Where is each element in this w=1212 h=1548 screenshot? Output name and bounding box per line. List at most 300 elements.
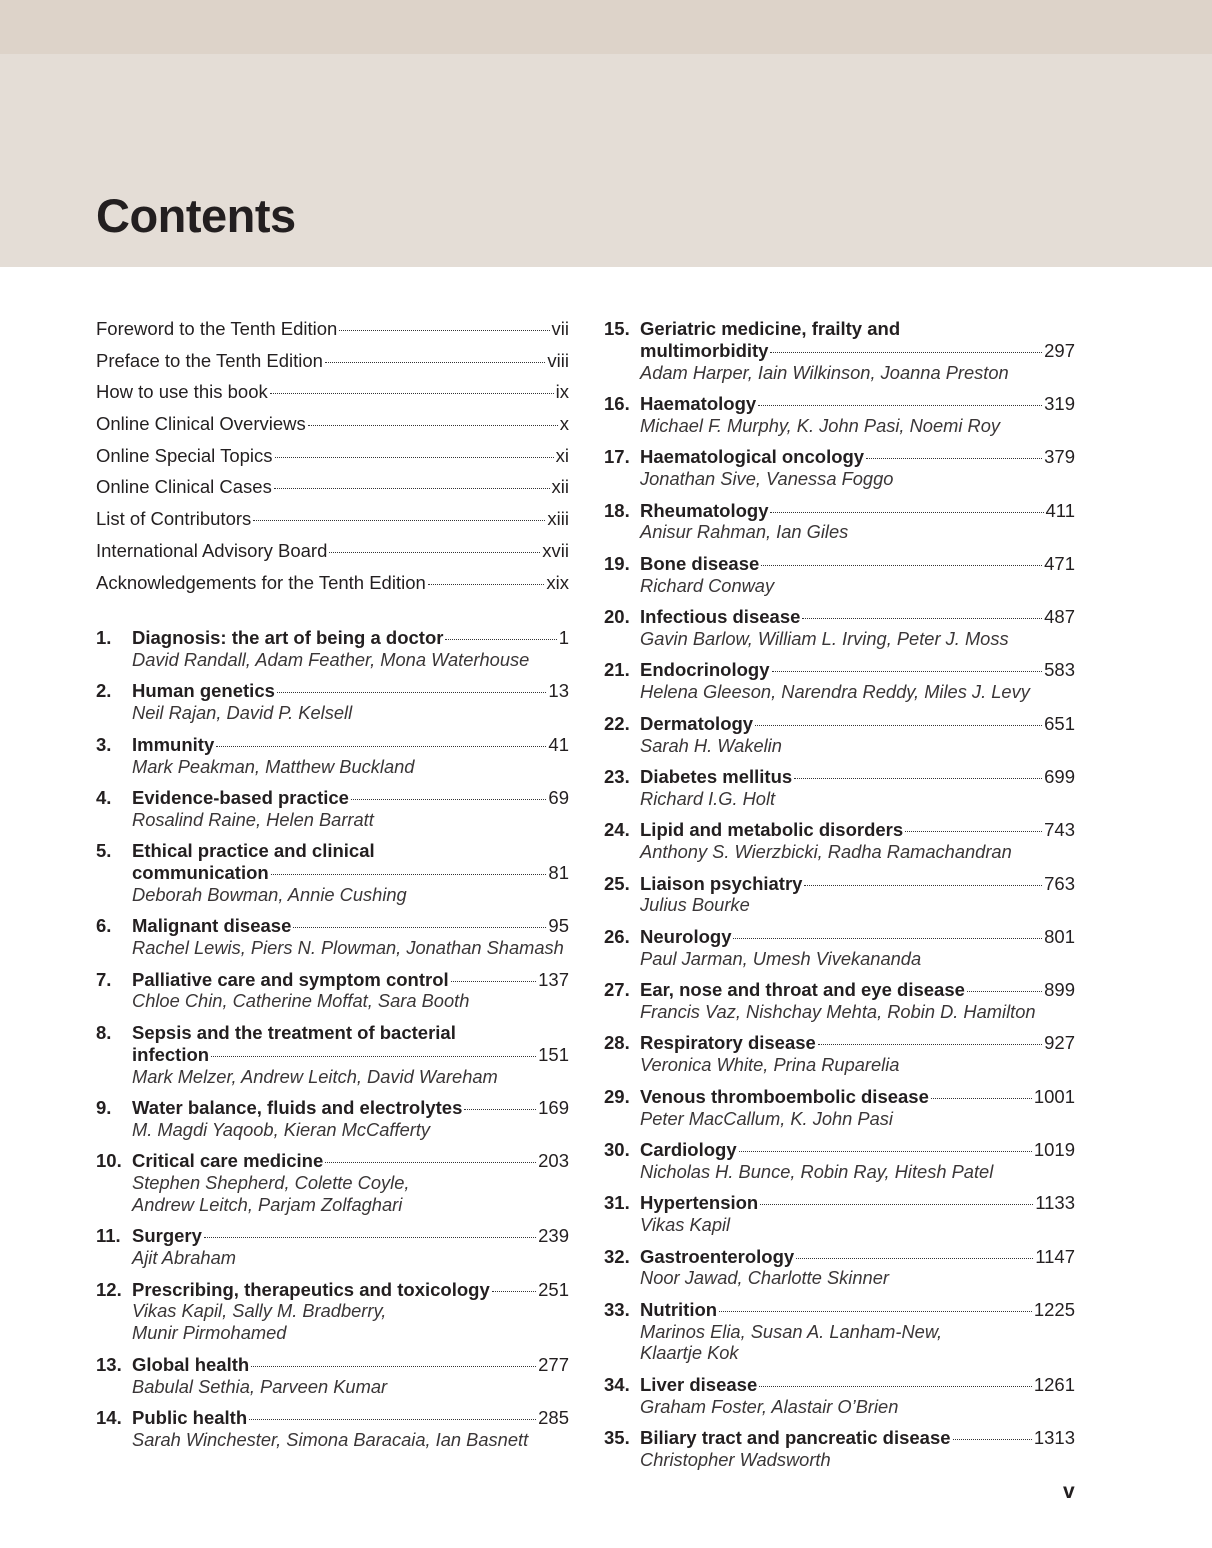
chapter-authors bbox=[640, 1108, 1075, 1130]
chapter-title-row bbox=[640, 659, 1075, 681]
chapter-number: 17. bbox=[604, 446, 630, 468]
chapter-entry[interactable] bbox=[96, 1407, 569, 1451]
chapter-entry[interactable] bbox=[604, 500, 1075, 544]
front-matter-title: Preface to the Tenth Edition bbox=[96, 349, 323, 371]
author-line: Adam Harper, Iain Wilkinson, Joanna Preston bbox=[640, 361, 1009, 383]
chapter-title-row bbox=[132, 680, 569, 702]
chapter-authors bbox=[132, 1376, 569, 1398]
chapter-number: 13. bbox=[96, 1353, 122, 1375]
dot-leader bbox=[905, 830, 1042, 832]
chapter-number: 25. bbox=[604, 872, 630, 894]
chapter-number: 26. bbox=[604, 925, 630, 947]
chapter-entry[interactable] bbox=[96, 1097, 569, 1141]
chapter-authors bbox=[640, 1396, 1075, 1418]
page-title: Contents bbox=[96, 189, 296, 242]
chapter-title: Diabetes mellitus bbox=[640, 766, 793, 788]
chapter-authors bbox=[640, 1001, 1075, 1023]
contents-right-column bbox=[604, 318, 1075, 1481]
chapter-entry[interactable] bbox=[604, 1192, 1075, 1236]
front-matter-page: ix bbox=[555, 381, 569, 403]
chapter-title: Liver disease bbox=[640, 1373, 758, 1395]
chapter-authors bbox=[640, 1267, 1075, 1289]
dot-leader bbox=[325, 1161, 536, 1163]
author-line: Marinos Elia, Susan A. Lanham-New, bbox=[640, 1320, 943, 1342]
chapter-number: 12. bbox=[96, 1278, 122, 1300]
chapter-page: 203 bbox=[538, 1150, 569, 1172]
chapter-title-line: Geriatric medicine, frailty and bbox=[640, 318, 901, 339]
chapter-number: 31. bbox=[604, 1192, 630, 1214]
front-matter-page: viii bbox=[547, 349, 569, 371]
dot-leader bbox=[271, 873, 547, 875]
front-matter-title: Online Clinical Cases bbox=[96, 476, 272, 498]
chapter-title: Prescribing, therapeutics and toxicology bbox=[132, 1278, 490, 1300]
chapter-entry[interactable] bbox=[96, 680, 569, 724]
dot-leader bbox=[953, 1438, 1032, 1440]
author-line: Ajit Abraham bbox=[132, 1247, 236, 1269]
dot-leader bbox=[270, 392, 554, 394]
chapter-title: Gastroenterology bbox=[640, 1245, 795, 1267]
dot-leader bbox=[719, 1310, 1032, 1312]
author-line: Christopher Wadsworth bbox=[640, 1449, 831, 1471]
front-matter-item[interactable] bbox=[96, 572, 569, 604]
dot-leader bbox=[325, 361, 545, 363]
chapter-entry[interactable] bbox=[96, 734, 569, 778]
chapter-entry[interactable] bbox=[96, 1279, 569, 1344]
dot-leader bbox=[277, 691, 547, 693]
chapter-title: Immunity bbox=[132, 733, 215, 755]
author-line: Michael F. Murphy, K. John Pasi, Noemi Roy bbox=[640, 414, 1001, 436]
dot-leader bbox=[249, 1418, 536, 1420]
chapter-number: 18. bbox=[604, 499, 630, 521]
chapter-entry[interactable] bbox=[604, 606, 1075, 650]
chapter-title: Liaison psychiatry bbox=[640, 872, 803, 894]
chapter-title-row bbox=[640, 1427, 1075, 1449]
chapter-entry[interactable] bbox=[96, 1354, 569, 1398]
chapter-entry[interactable] bbox=[604, 553, 1075, 597]
chapter-page: 277 bbox=[538, 1353, 569, 1375]
dot-leader bbox=[818, 1043, 1042, 1045]
chapter-title-row bbox=[640, 1246, 1075, 1268]
chapter-title: Diagnosis: the art of being a doctor bbox=[132, 627, 444, 649]
chapter-number: 27. bbox=[604, 979, 630, 1001]
chapter-number: 21. bbox=[604, 659, 630, 681]
chapter-entry[interactable] bbox=[96, 1022, 569, 1087]
chapter-title-row bbox=[640, 1032, 1075, 1054]
chapter-title-row bbox=[640, 926, 1075, 948]
chapter-entry[interactable] bbox=[604, 446, 1075, 490]
chapter-authors bbox=[132, 809, 569, 831]
chapter-title-row bbox=[640, 1139, 1075, 1161]
chapter-title: Critical care medicine bbox=[132, 1150, 324, 1172]
chapter-number: 4. bbox=[96, 787, 112, 809]
chapter-number: 5. bbox=[96, 840, 112, 862]
front-matter-title: International Advisory Board bbox=[96, 539, 328, 561]
chapter-number: 6. bbox=[96, 915, 112, 937]
chapter-title-row bbox=[640, 553, 1075, 575]
front-matter-page: xvii bbox=[542, 539, 569, 561]
dot-leader bbox=[274, 487, 550, 489]
chapter-page: 1 bbox=[558, 627, 569, 649]
chapter-page: 471 bbox=[1044, 552, 1075, 574]
chapter-title-row bbox=[132, 1279, 569, 1301]
chapter-number: 1. bbox=[96, 627, 112, 649]
chapter-page: 899 bbox=[1044, 979, 1075, 1001]
author-line: Helena Gleeson, Narendra Reddy, Miles J. Levy bbox=[640, 681, 1030, 703]
chapter-entry[interactable] bbox=[604, 1374, 1075, 1418]
chapter-authors bbox=[640, 735, 1075, 757]
chapter-title: Bone disease bbox=[640, 552, 760, 574]
chapter-entry[interactable] bbox=[604, 659, 1075, 703]
chapter-page: 151 bbox=[538, 1043, 569, 1065]
chapter-entry[interactable] bbox=[96, 840, 569, 905]
chapter-title-row bbox=[132, 862, 569, 884]
chapter-page: 1261 bbox=[1033, 1373, 1075, 1395]
chapter-title: multimorbidity bbox=[640, 339, 769, 361]
chapter-entry[interactable] bbox=[604, 766, 1075, 810]
chapter-title-row bbox=[640, 340, 1075, 362]
chapter-title-row bbox=[640, 393, 1075, 415]
chapter-authors bbox=[640, 894, 1075, 916]
dot-leader bbox=[451, 980, 536, 982]
chapter-title: Venous thromboembolic disease bbox=[640, 1085, 929, 1107]
chapter-authors bbox=[640, 681, 1075, 703]
chapter-title: Evidence-based practice bbox=[132, 787, 349, 809]
section-gap bbox=[96, 603, 569, 627]
chapter-entry[interactable] bbox=[604, 393, 1075, 437]
chapter-title-row bbox=[132, 627, 569, 649]
chapter-title-row bbox=[640, 979, 1075, 1001]
chapter-authors bbox=[132, 1429, 569, 1451]
chapter-entry[interactable] bbox=[96, 627, 569, 671]
author-line: Sarah H. Wakelin bbox=[640, 734, 782, 756]
chapter-page: 411 bbox=[1045, 499, 1075, 521]
author-line: Veronica White, Prina Ruparelia bbox=[640, 1054, 900, 1076]
author-line: Peter MacCallum, K. John Pasi bbox=[640, 1107, 893, 1129]
chapter-title-row bbox=[640, 606, 1075, 628]
dot-leader bbox=[339, 329, 549, 331]
chapter-page: 319 bbox=[1044, 393, 1075, 415]
chapter-authors bbox=[132, 990, 569, 1012]
chapter-list-left bbox=[96, 627, 569, 1450]
author-line: Julius Bourke bbox=[640, 894, 750, 916]
chapter-authors bbox=[132, 702, 569, 724]
chapter-title: Haematology bbox=[640, 393, 757, 415]
chapter-title: Rheumatology bbox=[640, 499, 769, 521]
front-matter-item[interactable] bbox=[96, 318, 569, 350]
front-matter-item[interactable] bbox=[96, 350, 569, 382]
front-matter-title: Acknowledgements for the Tenth Edition bbox=[96, 571, 426, 593]
chapter-title-row bbox=[640, 1374, 1075, 1396]
chapter-authors bbox=[132, 1066, 569, 1088]
chapter-entry[interactable] bbox=[604, 1427, 1075, 1471]
chapter-authors bbox=[640, 1161, 1075, 1183]
dot-leader bbox=[216, 745, 546, 747]
chapter-entry[interactable] bbox=[604, 1139, 1075, 1183]
chapter-entry[interactable] bbox=[604, 1246, 1075, 1290]
front-matter-page: xix bbox=[546, 571, 569, 593]
chapter-number: 19. bbox=[604, 552, 630, 574]
dot-leader bbox=[967, 990, 1042, 992]
author-line: Chloe Chin, Catherine Moffat, Sara Booth bbox=[132, 990, 470, 1012]
chapter-authors bbox=[640, 1214, 1075, 1236]
chapter-page: 487 bbox=[1044, 606, 1075, 628]
chapter-title: Ear, nose and throat and eye disease bbox=[640, 979, 965, 1001]
dot-leader bbox=[293, 926, 546, 928]
chapter-number: 32. bbox=[604, 1245, 630, 1267]
chapter-entry[interactable] bbox=[96, 1225, 569, 1269]
chapter-title-row bbox=[132, 915, 569, 937]
dot-leader bbox=[802, 617, 1042, 619]
chapter-title: Surgery bbox=[132, 1225, 202, 1247]
chapter-entry[interactable] bbox=[604, 713, 1075, 757]
chapter-number: 30. bbox=[604, 1139, 630, 1161]
author-line: Vikas Kapil bbox=[640, 1214, 731, 1236]
chapter-title: Palliative care and symptom control bbox=[132, 968, 449, 990]
front-matter-page: x bbox=[559, 413, 569, 435]
chapter-title: Malignant disease bbox=[132, 915, 292, 937]
chapter-title-row bbox=[132, 787, 569, 809]
author-line: Graham Foster, Alastair O’Brien bbox=[640, 1395, 899, 1417]
chapter-authors bbox=[640, 362, 1075, 384]
front-matter-page: xii bbox=[551, 476, 569, 498]
dot-leader bbox=[758, 404, 1042, 406]
author-line: Gavin Barlow, William L. Irving, Peter J. Moss bbox=[640, 628, 1009, 649]
chapter-entry[interactable] bbox=[604, 819, 1075, 863]
chapter-page: 13 bbox=[548, 680, 569, 702]
chapter-page: 1133 bbox=[1035, 1192, 1075, 1214]
chapter-authors bbox=[640, 1321, 1075, 1365]
chapter-number: 24. bbox=[604, 819, 630, 841]
chapter-authors bbox=[640, 575, 1075, 597]
chapter-title: Hypertension bbox=[640, 1192, 759, 1214]
chapter-title-row bbox=[132, 1225, 569, 1247]
chapter-page: 251 bbox=[538, 1278, 569, 1300]
chapter-number: 8. bbox=[96, 1021, 112, 1043]
dot-leader bbox=[428, 583, 545, 585]
top-band bbox=[0, 0, 1212, 54]
chapter-page: 285 bbox=[538, 1407, 569, 1429]
chapter-authors bbox=[640, 841, 1075, 863]
chapter-authors bbox=[132, 884, 569, 906]
chapter-page: 81 bbox=[548, 862, 569, 884]
contents-left-column bbox=[96, 318, 569, 1460]
chapter-title-row bbox=[640, 819, 1075, 841]
chapter-page: 651 bbox=[1044, 712, 1075, 734]
author-line: Mark Melzer, Andrew Leitch, David Wareham bbox=[132, 1065, 498, 1087]
dot-leader bbox=[770, 351, 1042, 353]
author-line: Munir Pirmohamed bbox=[132, 1322, 287, 1344]
chapter-authors bbox=[640, 948, 1075, 970]
chapter-page: 1019 bbox=[1033, 1139, 1075, 1161]
dot-leader bbox=[794, 777, 1042, 779]
chapter-authors bbox=[640, 521, 1075, 543]
chapter-title: Infectious disease bbox=[640, 606, 801, 628]
chapter-entry[interactable] bbox=[604, 1086, 1075, 1130]
chapter-number: 22. bbox=[604, 712, 630, 734]
dot-leader bbox=[275, 456, 554, 458]
front-matter-title: Online Special Topics bbox=[96, 444, 273, 466]
chapter-authors bbox=[640, 1449, 1075, 1471]
chapter-authors bbox=[640, 1054, 1075, 1076]
chapter-page: 1001 bbox=[1033, 1085, 1075, 1107]
chapter-number: 16. bbox=[604, 393, 630, 415]
dot-leader bbox=[329, 551, 540, 553]
chapter-number: 2. bbox=[96, 680, 112, 702]
dot-leader bbox=[759, 1385, 1032, 1387]
chapter-title-row bbox=[640, 766, 1075, 788]
dot-leader bbox=[464, 1108, 536, 1110]
chapter-authors bbox=[640, 628, 1075, 650]
author-line: Rosalind Raine, Helen Barratt bbox=[132, 808, 374, 830]
front-matter-page: xi bbox=[555, 444, 569, 466]
dot-leader bbox=[308, 424, 558, 426]
chapter-title: Water balance, fluids and electrolytes bbox=[132, 1097, 463, 1119]
dot-leader bbox=[251, 1365, 536, 1367]
chapter-page: 379 bbox=[1044, 446, 1075, 468]
dot-leader bbox=[760, 1203, 1033, 1205]
chapter-authors bbox=[132, 649, 569, 671]
dot-leader bbox=[761, 564, 1042, 566]
dot-leader bbox=[772, 670, 1043, 672]
chapter-number: 34. bbox=[604, 1373, 630, 1395]
chapter-title-row bbox=[132, 1097, 569, 1119]
author-line: Richard I.G. Holt bbox=[640, 787, 776, 809]
chapter-entry[interactable] bbox=[96, 787, 569, 831]
author-line: Sarah Winchester, Simona Baracaia, Ian Basnett bbox=[132, 1428, 529, 1450]
dot-leader bbox=[211, 1055, 536, 1057]
author-line: Stephen Shepherd, Colette Coyle, bbox=[132, 1172, 410, 1194]
chapter-number: 14. bbox=[96, 1407, 122, 1429]
chapter-authors bbox=[132, 1119, 569, 1141]
front-matter-title: List of Contributors bbox=[96, 508, 252, 530]
dot-leader bbox=[931, 1097, 1032, 1099]
chapter-title-row bbox=[132, 1354, 569, 1376]
chapter-entry[interactable] bbox=[604, 926, 1075, 970]
front-matter-list bbox=[96, 318, 569, 603]
dot-leader bbox=[733, 937, 1042, 939]
front-matter-item[interactable] bbox=[96, 476, 569, 508]
front-matter-item[interactable] bbox=[96, 540, 569, 572]
chapter-title-row bbox=[132, 969, 569, 991]
chapter-authors bbox=[640, 788, 1075, 810]
chapter-title: Nutrition bbox=[640, 1298, 718, 1320]
chapter-number: 29. bbox=[604, 1085, 630, 1107]
chapter-title-row bbox=[640, 873, 1075, 895]
author-line: Anisur Rahman, Ian Giles bbox=[640, 521, 849, 543]
author-line: Paul Jarman, Umesh Vivekananda bbox=[640, 947, 922, 969]
chapter-entry[interactable] bbox=[604, 318, 1075, 383]
author-line: Mark Peakman, Matthew Buckland bbox=[132, 755, 415, 777]
chapter-title-row bbox=[640, 1299, 1075, 1321]
chapter-title-row bbox=[640, 446, 1075, 468]
front-matter-item[interactable] bbox=[96, 445, 569, 477]
dot-leader bbox=[204, 1236, 536, 1238]
chapter-page: 69 bbox=[548, 787, 569, 809]
chapter-number: 3. bbox=[96, 733, 112, 755]
chapter-page: 583 bbox=[1044, 659, 1075, 681]
page-number: v bbox=[1063, 1480, 1075, 1503]
dot-leader bbox=[770, 511, 1043, 513]
chapter-title: communication bbox=[132, 862, 269, 884]
chapter-title-row bbox=[640, 500, 1075, 522]
chapter-page: 1225 bbox=[1033, 1298, 1075, 1320]
author-line: Klaartje Kok bbox=[640, 1342, 739, 1364]
dot-leader bbox=[755, 724, 1042, 726]
chapter-title-row bbox=[640, 713, 1075, 735]
chapter-title: Human genetics bbox=[132, 680, 275, 702]
chapter-page: 239 bbox=[538, 1225, 569, 1247]
chapter-entry[interactable] bbox=[604, 1032, 1075, 1076]
chapter-title: Cardiology bbox=[640, 1139, 737, 1161]
chapter-title-row bbox=[640, 1192, 1075, 1214]
front-matter-item[interactable] bbox=[96, 381, 569, 413]
chapter-page: 763 bbox=[1044, 872, 1075, 894]
chapter-entry[interactable] bbox=[604, 1299, 1075, 1364]
chapter-title: infection bbox=[132, 1043, 210, 1065]
author-line: Vikas Kapil, Sally M. Bradberry, bbox=[132, 1300, 387, 1322]
dot-leader bbox=[866, 457, 1042, 459]
chapter-entry[interactable] bbox=[604, 979, 1075, 1023]
chapter-entry[interactable] bbox=[96, 915, 569, 959]
chapter-page: 743 bbox=[1044, 819, 1075, 841]
chapter-entry[interactable] bbox=[604, 873, 1075, 917]
chapter-authors bbox=[132, 1300, 569, 1344]
front-matter-page: vii bbox=[551, 318, 569, 339]
chapter-page: 801 bbox=[1044, 925, 1075, 947]
chapter-page: 297 bbox=[1044, 339, 1075, 361]
chapter-authors bbox=[640, 415, 1075, 437]
chapter-authors bbox=[640, 468, 1075, 490]
author-line: Babulal Sethia, Parveen Kumar bbox=[132, 1375, 388, 1397]
chapter-page: 95 bbox=[548, 915, 569, 937]
chapter-number: 10. bbox=[96, 1150, 122, 1172]
chapter-entry[interactable] bbox=[96, 1150, 569, 1215]
author-line: Francis Vaz, Nishchay Mehta, Robin D. Hamilton bbox=[640, 1000, 1036, 1022]
chapter-number: 7. bbox=[96, 968, 112, 990]
chapter-authors bbox=[132, 1247, 569, 1269]
chapter-title: Global health bbox=[132, 1353, 250, 1375]
chapter-title-row bbox=[640, 1086, 1075, 1108]
dot-leader bbox=[253, 519, 545, 521]
author-line: David Randall, Adam Feather, Mona Waterhouse bbox=[132, 648, 530, 670]
chapter-list-right bbox=[604, 318, 1075, 1471]
chapter-number: 33. bbox=[604, 1298, 630, 1320]
chapter-page: 699 bbox=[1044, 766, 1075, 788]
chapter-number: 11. bbox=[96, 1225, 121, 1247]
chapter-page: 169 bbox=[538, 1097, 569, 1119]
author-line: Andrew Leitch, Parjam Zolfaghari bbox=[132, 1193, 403, 1215]
chapter-title-line: Sepsis and the treatment of bacterial bbox=[132, 1021, 456, 1043]
author-line: M. Magdi Yaqoob, Kieran McCafferty bbox=[132, 1118, 431, 1140]
chapter-number: 15. bbox=[604, 318, 630, 339]
dot-leader bbox=[492, 1290, 536, 1292]
chapter-title-line: Ethical practice and clinical bbox=[132, 840, 375, 862]
chapter-title-row bbox=[132, 1044, 569, 1066]
front-matter-item[interactable] bbox=[96, 413, 569, 445]
chapter-number: 35. bbox=[604, 1427, 630, 1449]
chapter-entry[interactable] bbox=[96, 969, 569, 1013]
chapter-page: 1147 bbox=[1035, 1245, 1075, 1267]
dot-leader bbox=[351, 798, 546, 800]
author-line: Noor Jawad, Charlotte Skinner bbox=[640, 1267, 889, 1289]
dot-leader bbox=[804, 884, 1042, 886]
dot-leader bbox=[445, 638, 556, 640]
chapter-number: 9. bbox=[96, 1097, 112, 1119]
author-line: Deborah Bowman, Annie Cushing bbox=[132, 883, 407, 905]
chapter-title-row bbox=[132, 734, 569, 756]
front-matter-item[interactable] bbox=[96, 508, 569, 540]
chapter-title: Endocrinology bbox=[640, 659, 770, 681]
